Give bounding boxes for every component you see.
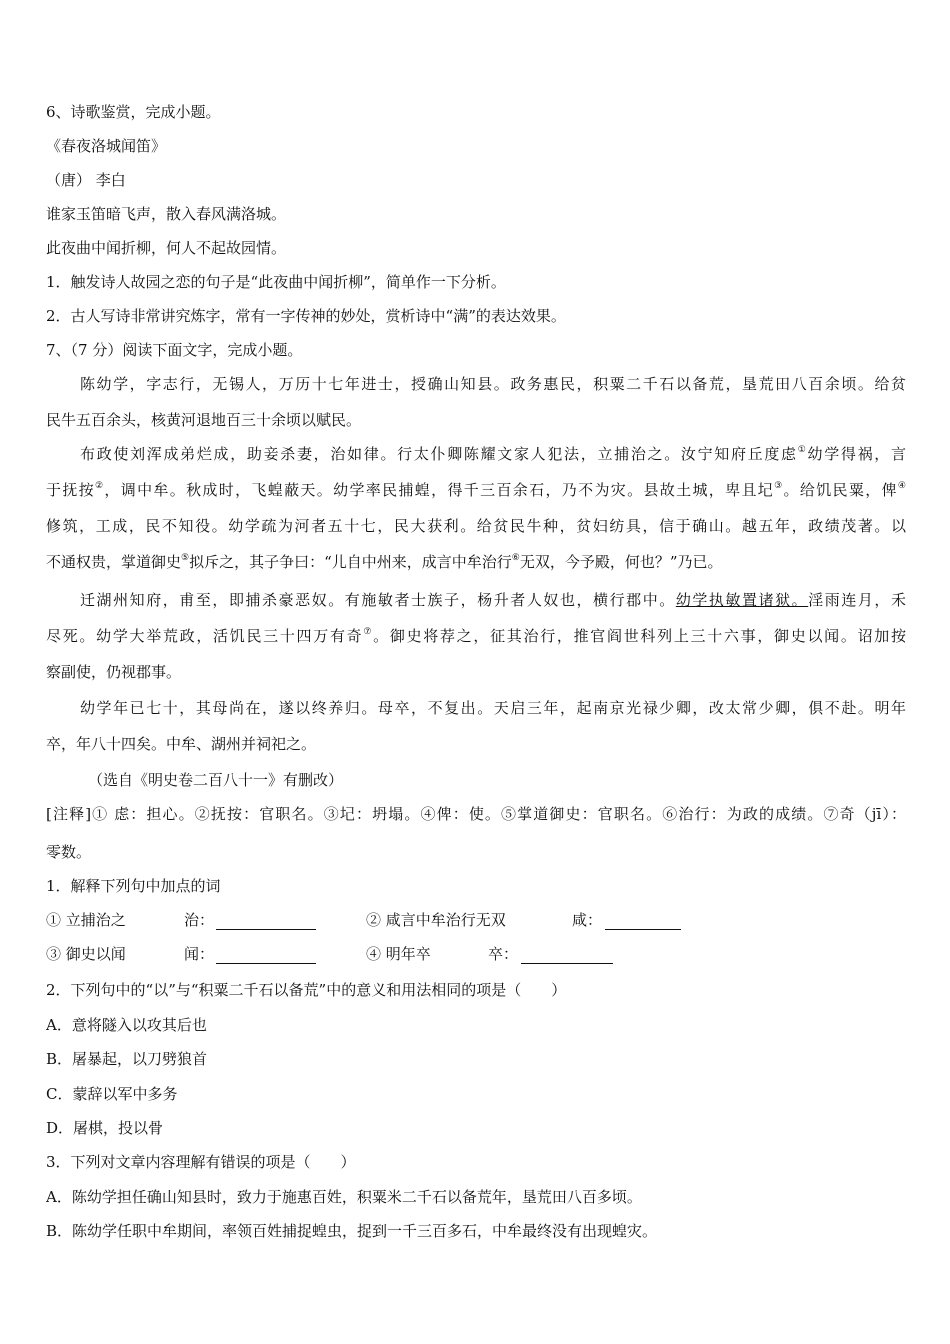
passage-p3-line-2: 尽死。幼学大举荒政，活饥民三十四万有奇⑦。御史将荐之，征其治行，推官阎世科列上三十六事，御史以闻。诏加按 xyxy=(46,627,906,645)
passage-p1-line-2: 民牛五百余头，核黄河退地百三十余顷以赋民。 xyxy=(46,411,362,429)
footnote-mark: ⑥ xyxy=(511,553,520,563)
passage-p3-line-1: 迁湖州知府，甫至，即捕杀豪恶奴。有施敏者士族子，杨升者人奴也，横行郡中。幼学执敏置诸狱。淫雨连月，禾 xyxy=(80,591,906,609)
answer-blank-3[interactable] xyxy=(216,947,316,964)
underlined-sentence: 幼学执敏置诸狱。 xyxy=(675,591,809,609)
passage-p4-line-2: 卒，年八十四矣。中牟、湖州并祠祀之。 xyxy=(46,735,317,753)
passage-p2-line-3: 修筑，工成，民不知役。幼学疏为河者五十七，民大获利。给贫民牛种，贫妇纺具，信于确山。越五年，政绩茂著。以 xyxy=(46,517,906,535)
q7-sub2-option-b: B．屠暴起，以刀劈狼首 xyxy=(46,1050,208,1068)
word-item-1-label: 治： xyxy=(184,911,215,929)
passage-source: （选自《明史卷二百八十一》有删改） xyxy=(88,771,344,789)
q7-subquestion-1: 1．解释下列句中加点的词 xyxy=(46,877,221,895)
answer-blank-2[interactable] xyxy=(605,913,681,930)
passage-p1-line-1: 陈幼学，字志行，无锡人，万历十七年进士，授确山知县。政务惠民，积粟二千石以备荒，垦荒田八百余顷。给贫 xyxy=(80,375,906,393)
q7-sub2-option-c: C．蒙辞以军中多务 xyxy=(46,1085,178,1103)
annotations-line-1: [注释]① 虑：担心。②抚按：官职名。③圮：坍塌。④俾：使。⑤掌道御史：官职名。⑥治行：为政的成绩。⑦奇（jī）： xyxy=(46,805,906,823)
footnote-mark: ⑦ xyxy=(363,627,374,637)
q7-subquestion-2: 2．下列句中的“以”与“积粟二千石以备荒”中的意义和用法相同的项是（ ） xyxy=(46,981,567,999)
q7-sub2-option-a: A．意将隧入以攻其后也 xyxy=(46,1016,207,1034)
footnote-mark: ③ xyxy=(774,481,784,491)
footnote-mark: ④ xyxy=(897,481,906,491)
q6-subquestion-1: 1．触发诗人故园之恋的句子是“此夜曲中闻折柳”，简单作一下分析。 xyxy=(46,273,506,291)
question-7-heading: 7、（7 分）阅读下面文字，完成小题。 xyxy=(46,341,303,359)
passage-p3-line-3: 察副使，仍视郡事。 xyxy=(46,663,182,681)
word-explain-row-1 xyxy=(46,910,906,930)
passage-p2-line-2: 于抚按②，调中牟。秋成时，飞蝗蔽天。幼学率民捕蝗，得千三百余石，乃不为灾。县故土城，卑且圮③。给饥民粟，俾④ xyxy=(46,481,906,499)
answer-blank-1[interactable] xyxy=(216,913,316,930)
footnote-mark: ⑤ xyxy=(181,553,190,563)
word-item-3-sentence: ③ 御史以闻 xyxy=(46,945,126,963)
word-item-2-sentence: ② 咸言中牟治行无双 xyxy=(366,911,506,929)
passage-p2-line-1: 布政使刘浑成弟烂成，助妾杀妻，治如律。行太仆卿陈耀文家人犯法，立捕治之。汝宁知府丘度虑①幼学得祸，言 xyxy=(80,445,906,463)
word-item-4-sentence: ④ 明年卒 xyxy=(366,945,431,963)
word-item-3-label: 闻： xyxy=(184,945,215,963)
word-item-1-sentence: ① 立捕治之 xyxy=(46,911,126,929)
passage-p2-line-4: 不通权贵，掌道御史⑤拟斥之，其子争曰：“儿自中州来，成言中牟治行⑥无双，今予殿，何也？”乃已。 xyxy=(46,553,723,571)
poem-author: （唐） 李白 xyxy=(46,171,126,189)
q7-subquestion-3: 3．下列对文章内容理解有错误的项是（ ） xyxy=(46,1153,356,1171)
passage-p4-line-1: 幼学年已七十，其母尚在，遂以终养归。母卒，不复出。天启三年，起南京光禄少卿，改太常少卿，俱不赴。明年 xyxy=(80,699,906,717)
answer-blank-4[interactable] xyxy=(521,947,613,964)
question-6-heading: 6、诗歌鉴赏，完成小题。 xyxy=(46,103,221,121)
q7-sub2-option-d: D．屠棋，投以骨 xyxy=(46,1119,164,1137)
word-item-4-label: 卒： xyxy=(488,945,519,963)
poem-line-1: 谁家玉笛暗飞声，散入春风满洛城。 xyxy=(46,205,287,223)
footnote-mark: ① xyxy=(797,445,808,455)
q6-subquestion-2: 2．古人写诗非常讲究炼字，常有一字传神的妙处，赏析诗中“满”的表达效果。 xyxy=(46,307,566,325)
q7-sub3-option-b: B．陈幼学任职中牟期间，率领百姓捕捉蝗虫，捉到一千三百多石，中牟最终没有出现蝗灾。 xyxy=(46,1222,658,1240)
word-explain-row-2 xyxy=(46,944,906,964)
footnote-mark: ② xyxy=(95,481,105,491)
q7-sub3-option-a: A．陈幼学担任确山知县时，致力于施惠百姓，积粟米二千石以备荒年，垦荒田八百多顷。 xyxy=(46,1188,642,1206)
word-item-2-label: 咸： xyxy=(572,911,603,929)
poem-line-2: 此夜曲中闻折柳，何人不起故园情。 xyxy=(46,239,287,257)
annotations-line-2: 零数。 xyxy=(46,843,92,861)
poem-title: 《春夜洛城闻笛》 xyxy=(46,137,167,155)
